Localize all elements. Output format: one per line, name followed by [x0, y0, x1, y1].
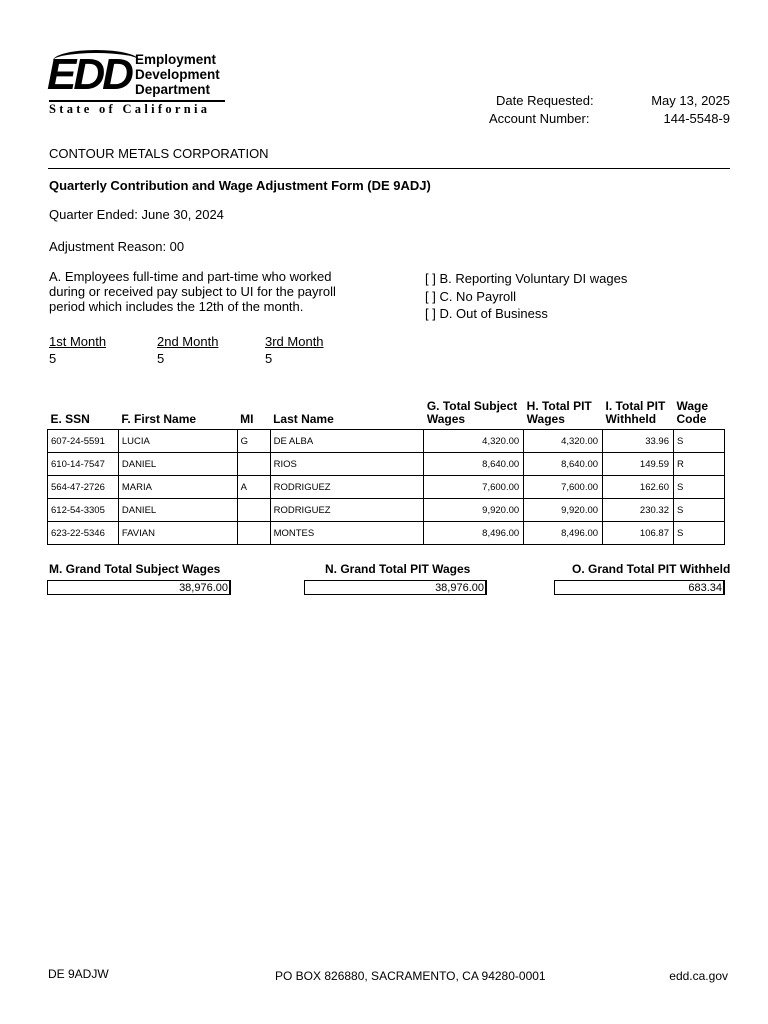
logo-state: State of California — [49, 100, 225, 117]
cell-pit-withheld: 230.32 — [603, 499, 674, 522]
status-checkboxes — [425, 270, 627, 323]
cell-pit-withheld: 33.96 — [603, 430, 674, 453]
quarter-ended: Quarter Ended: June 30, 2024 — [49, 207, 224, 222]
cell-wage-code: R — [673, 453, 724, 476]
cell-first-name: MARIA — [118, 476, 237, 499]
col-pit-wages — [524, 396, 603, 430]
col-subject-wages — [424, 396, 524, 430]
col-pit-withheld-line1: I. Total PIT — [605, 399, 666, 413]
wage-table — [47, 396, 725, 545]
account-number-label: Account Number: — [489, 111, 590, 126]
col-last-name: Last Name — [270, 396, 424, 430]
table-row — [48, 499, 725, 522]
cell-ssn: 564-47-2726 — [48, 476, 119, 499]
grand-total-pit-wages-label: N. Grand Total PIT Wages — [325, 562, 471, 576]
cell-first-name: FAVIAN — [118, 522, 237, 545]
cell-last-name: DE ALBA — [270, 430, 424, 453]
grand-total-subject-label: M. Grand Total Subject Wages — [49, 562, 221, 576]
cell-ssn: 612-54-3305 — [48, 499, 119, 522]
cell-mi: G — [237, 430, 270, 453]
cell-last-name: MONTES — [270, 522, 424, 545]
section-a-line: A. Employees full-time and part-time who worked — [49, 269, 332, 284]
col-wage-code-line2: Code — [676, 412, 707, 426]
col-pit-withheld — [603, 396, 674, 430]
col-ssn: E. SSN — [48, 396, 119, 430]
cell-mi — [237, 499, 270, 522]
section-a-text — [49, 269, 336, 314]
col-pit-wages-line2: Wages — [526, 412, 565, 426]
cell-pit-wages: 7,600.00 — [524, 476, 603, 499]
cell-first-name: LUCIA — [118, 430, 237, 453]
table-header-row — [48, 396, 725, 430]
cell-mi — [237, 453, 270, 476]
cell-pit-withheld: 106.87 — [603, 522, 674, 545]
table-row — [48, 476, 725, 499]
cell-pit-wages: 4,320.00 — [524, 430, 603, 453]
month-3-value: 5 — [265, 351, 273, 366]
cell-last-name: RODRIGUEZ — [270, 499, 424, 522]
month-1-label: 1st Month — [49, 334, 107, 349]
footer-address: PO BOX 826880, SACRAMENTO, CA 94280-0001 — [275, 969, 546, 983]
cell-last-name: RIOS — [270, 453, 424, 476]
col-subject-wages-line1: G. Total Subject — [426, 399, 518, 413]
cell-wage-code: S — [673, 522, 724, 545]
checkbox-no-payroll[interactable]: [ ] C. No Payroll — [425, 288, 517, 304]
month-3-label: 3rd Month — [265, 334, 324, 349]
grand-total-pit-withheld-value: 683.34 — [554, 580, 725, 595]
col-pit-wages-line1: H. Total PIT — [526, 399, 592, 413]
cell-ssn: 623-22-5346 — [48, 522, 119, 545]
edd-logo — [47, 50, 227, 116]
cell-pit-wages: 9,920.00 — [524, 499, 603, 522]
cell-ssn: 610-14-7547 — [48, 453, 119, 476]
form-title: Quarterly Contribution and Wage Adjustment Form (DE 9ADJ) — [49, 178, 431, 193]
cell-mi — [237, 522, 270, 545]
employer-name: CONTOUR METALS CORPORATION — [49, 146, 269, 161]
cell-last-name: RODRIGUEZ — [270, 476, 424, 499]
month-2-value: 5 — [157, 351, 165, 366]
col-mi: MI — [237, 396, 270, 430]
col-wage-code — [673, 396, 724, 430]
adjustment-reason: Adjustment Reason: 00 — [49, 239, 185, 254]
date-requested-value: May 13, 2025 — [651, 93, 730, 108]
table-row — [48, 430, 725, 453]
cell-first-name: DANIEL — [118, 453, 237, 476]
checkbox-voluntary-di[interactable]: [ ] B. Reporting Voluntary DI wages — [425, 271, 628, 286]
cell-subject-wages: 7,600.00 — [424, 476, 524, 499]
header-divider — [48, 168, 730, 169]
cell-subject-wages: 4,320.00 — [424, 430, 524, 453]
month-1-value: 5 — [49, 351, 57, 366]
grand-total-pit-withheld-label: O. Grand Total PIT Withheld — [572, 562, 731, 576]
col-wage-code-line1: Wage — [676, 399, 709, 413]
cell-pit-withheld: 149.59 — [603, 453, 674, 476]
checkbox-out-of-business[interactable]: [ ] D. Out of Business — [425, 306, 548, 321]
cell-pit-withheld: 162.60 — [603, 476, 674, 499]
table-row — [48, 453, 725, 476]
month-2-label: 2nd Month — [157, 334, 219, 349]
col-first-name: F. First Name — [118, 396, 237, 430]
cell-subject-wages: 9,920.00 — [424, 499, 524, 522]
cell-wage-code: S — [673, 476, 724, 499]
footer-form-id: DE 9ADJW — [48, 967, 109, 981]
grand-total-pit-wages-value: 38,976.00 — [304, 580, 487, 595]
cell-pit-wages: 8,640.00 — [524, 453, 603, 476]
section-a-line: period which includes the 12th of the month. — [49, 299, 304, 314]
logo-line-development: Development — [135, 67, 220, 82]
grand-total-subject-value: 38,976.00 — [47, 580, 231, 595]
col-subject-wages-line2: Wages — [426, 412, 466, 426]
logo-line-department: Department — [135, 82, 211, 97]
logo-letters: EDD — [47, 50, 131, 99]
cell-mi: A — [237, 476, 270, 499]
col-pit-withheld-line2: Withheld — [605, 412, 657, 426]
cell-ssn: 607-24-5591 — [48, 430, 119, 453]
cell-wage-code: S — [673, 430, 724, 453]
cell-subject-wages: 8,640.00 — [424, 453, 524, 476]
date-requested-label: Date Requested: — [496, 93, 594, 108]
table-row — [48, 522, 725, 545]
cell-wage-code: S — [673, 499, 724, 522]
cell-first-name: DANIEL — [118, 499, 237, 522]
footer-website[interactable]: edd.ca.gov — [669, 969, 728, 983]
section-a-line: during or received pay subject to UI for the payroll — [49, 284, 336, 299]
cell-subject-wages: 8,496.00 — [424, 522, 524, 545]
logo-line-employment: Employment — [135, 52, 217, 67]
cell-pit-wages: 8,496.00 — [524, 522, 603, 545]
account-number-value: 144-5548-9 — [663, 111, 730, 126]
